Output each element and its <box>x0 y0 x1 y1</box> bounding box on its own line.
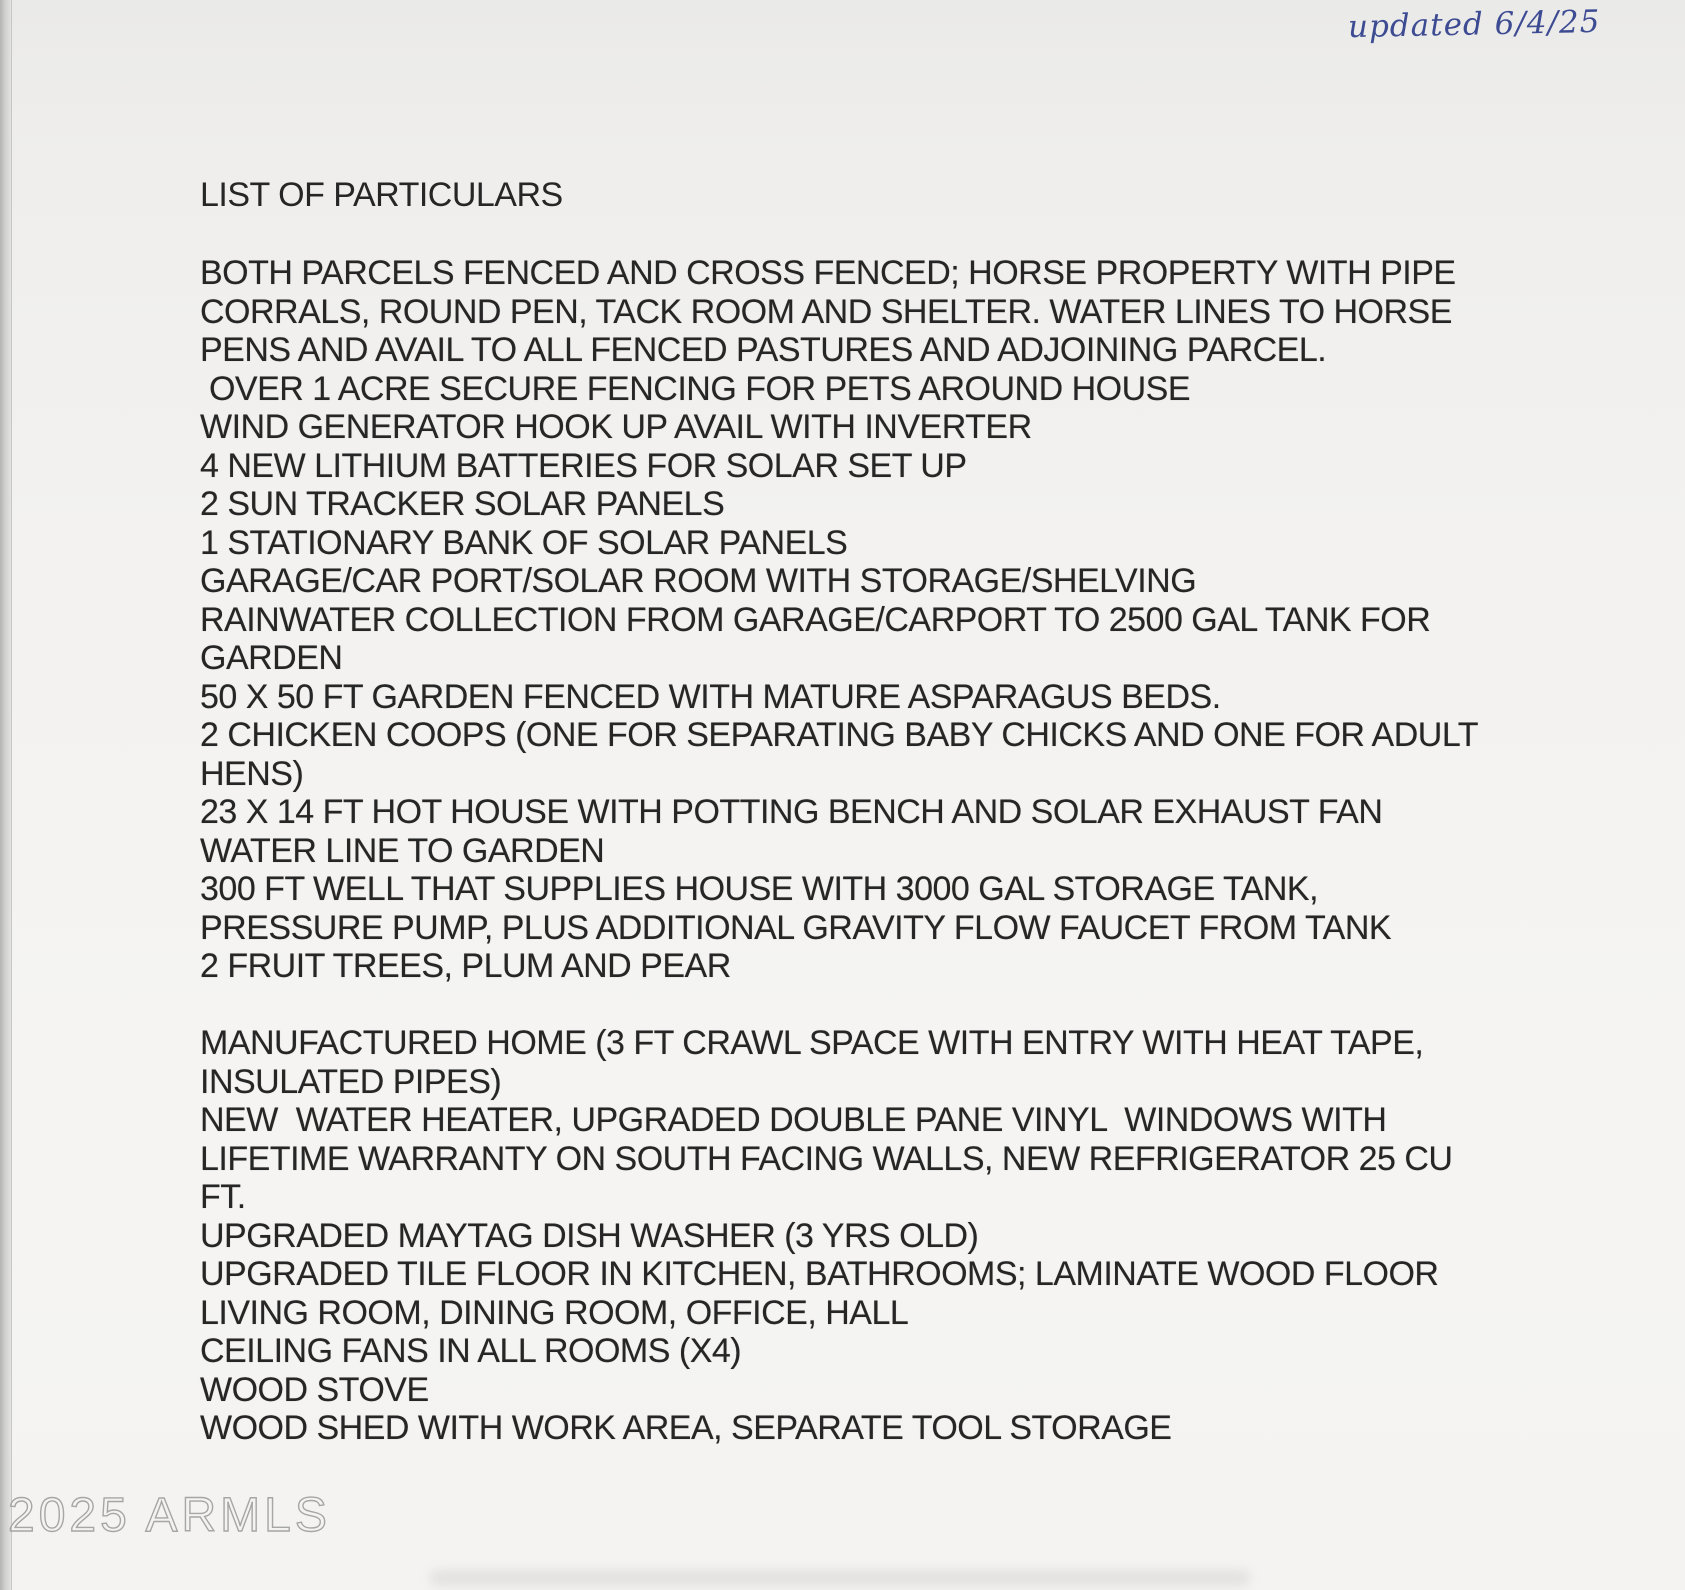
document-line: PENS AND AVAIL TO ALL FENCED PASTURES AND ADJOINING PARCEL. <box>200 331 1327 369</box>
document-body <box>200 254 1660 1448</box>
document-line: OVER 1 ACRE SECURE FENCING FOR PETS AROUND HOUSE <box>200 369 1191 408</box>
document-line: CORRALS, ROUND PEN, TACK ROOM AND SHELTER. WATER LINES TO HORSE <box>200 292 1452 331</box>
document-line: 23 X 14 FT HOT HOUSE WITH POTTING BENCH AND SOLAR EXHAUST FAN <box>200 793 1383 831</box>
document-line: WATER LINE TO GARDEN <box>200 831 605 870</box>
document-line: FT. <box>200 1178 246 1216</box>
document-line: WOOD SHED WITH WORK AREA, SEPARATE TOOL STORAGE <box>200 1409 1172 1447</box>
document-line: WIND GENERATOR HOOK UP AVAIL WITH INVERTER <box>200 408 1032 446</box>
document-line: CEILING FANS IN ALL ROOMS (X4) <box>200 1332 742 1370</box>
document-line: RAINWATER COLLECTION FROM GARAGE/CARPORT TO 2500 GAL TANK FOR <box>200 600 1431 639</box>
document-line: 2 SUN TRACKER SOLAR PANELS <box>200 485 725 523</box>
document-line: NEW WATER HEATER, UPGRADED DOUBLE PANE VINYL WINDOWS WITH <box>200 1101 1387 1139</box>
document-line: GARDEN <box>200 639 343 677</box>
handwritten-note: updated 6/4/25 <box>1347 3 1601 46</box>
scanner-edge-artifact <box>0 0 12 1590</box>
document-line: GARAGE/CAR PORT/SOLAR ROOM WITH STORAGE/SHELVING <box>200 562 1197 600</box>
scanner-smudge-artifact <box>430 1570 1250 1586</box>
document-line: UPGRADED MAYTAG DISH WASHER (3 YRS OLD) <box>200 1216 979 1255</box>
watermark: 2025 ARMLS <box>8 1489 331 1542</box>
document-line: 2 CHICKEN COOPS (ONE FOR SEPARATING BABY CHICKS AND ONE FOR ADULT <box>200 716 1478 754</box>
document-line: UPGRADED TILE FLOOR IN KITCHEN, BATHROOMS; LAMINATE WOOD FLOOR <box>200 1255 1439 1293</box>
document-line: WOOD STOVE <box>200 1370 429 1409</box>
page-title: LIST OF PARTICULARS <box>200 176 563 214</box>
document-line <box>200 986 1660 1025</box>
document-line: 1 STATIONARY BANK OF SOLAR PANELS <box>200 523 848 562</box>
document-line: 300 FT WELL THAT SUPPLIES HOUSE WITH 3000 GAL STORAGE TANK, <box>200 870 1319 908</box>
document-line: 50 X 50 FT GARDEN FENCED WITH MATURE ASPARAGUS BEDS. <box>200 677 1221 716</box>
document-line: HENS) <box>200 754 304 793</box>
document-line: BOTH PARCELS FENCED AND CROSS FENCED; HORSE PROPERTY WITH PIPE <box>200 254 1456 292</box>
document-line: INSULATED PIPES) <box>200 1062 502 1101</box>
document-line: 2 FRUIT TREES, PLUM AND PEAR <box>200 947 731 985</box>
document-line: MANUFACTURED HOME (3 FT CRAWL SPACE WITH ENTRY WITH HEAT TAPE, <box>200 1024 1424 1062</box>
document-line: LIVING ROOM, DINING ROOM, OFFICE, HALL <box>200 1293 909 1332</box>
document-line: LIFETIME WARRANTY ON SOUTH FACING WALLS, NEW REFRIGERATOR 25 CU <box>200 1139 1453 1178</box>
document-line: 4 NEW LITHIUM BATTERIES FOR SOLAR SET UP <box>200 446 967 485</box>
document-line: PRESSURE PUMP, PLUS ADDITIONAL GRAVITY FLOW FAUCET FROM TANK <box>200 908 1392 947</box>
